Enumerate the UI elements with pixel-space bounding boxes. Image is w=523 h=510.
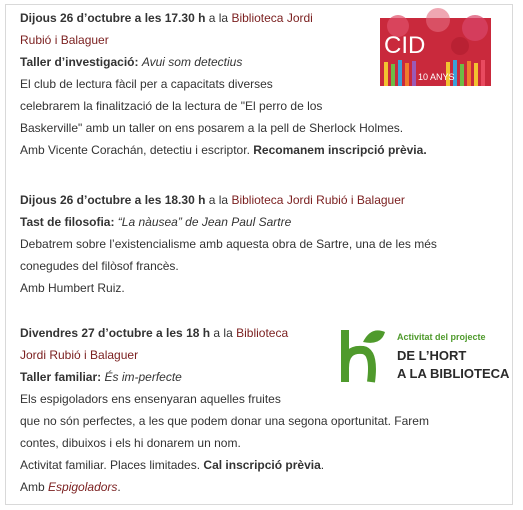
espigoladors-link[interactable]: Espigoladors [48,480,118,494]
hort-title-1: DE L’HORT [397,348,467,363]
venue-link[interactable]: Jordi Rubió i Balaguer [20,348,139,362]
cid-logo-text: CID [384,32,426,59]
registration-note: Cal inscripció prèvia [203,458,321,472]
event-date: Dijous 26 d’octubre a les 18.30 h [20,193,206,207]
event-3: Divendres 27 d’octubre a les 18 h a la Biblioteca Jordi Rubió i Balaguer Taller familiar: És im-perfecte Els espigoladors ens ensenyaran aquelles fruites que no són perfectes, a les que podem donar una segona oportunitat. Farem contes, dibuixos i els hi donarem un nom. Activitat familiar. Places limitades. Cal inscripció prèvia. Amb Espigoladors. [20,322,515,498]
venue-link[interactable]: Biblioteca Jordi Rubió i Balaguer [231,193,405,207]
event-1: Dijous 26 d’octubre a les 17.30 h a la Biblioteca Jordi Rubió i Balaguer Taller d’investigació: Avui som detectius El club de lectura fàcil per a capacitats diverses celebrarem la finalització de la lectura de "El perro de los Baskerville" amb un taller on ens posarem a la pell de Sherlock Holmes. Amb Vicente Corachán, detectiu i escriptor. Recomanem inscripció prèvia. [20,7,515,161]
venue-link[interactable]: Biblioteca Jordi [231,11,313,25]
event-with-line: Amb Espigoladors. [20,480,121,494]
hort-project-logo [341,328,510,384]
event-with-line: Amb Humbert Ruiz. [20,281,125,295]
hort-caption: Activitat del projecte [397,332,486,342]
event-title-line: Taller familiar: És im-perfecte [20,370,182,384]
event-title-line: Taller d’investigació: Avui som detectius [20,55,243,69]
event-2: Dijous 26 d’octubre a les 18.30 h a la Biblioteca Jordi Rubió i Balaguer Tast de filosofia: “La nàusea” de Jean Paul Sartre Debatrem sobre l’existencialisme amb aquesta obra de Sartre, una de les més conegudes del filòsof francès. Amb Humbert Ruiz. [20,189,515,299]
cid-anniversary-text: 10 ANYS [418,72,455,82]
cid-badge-image [380,18,491,86]
event-with-line: Amb Vicente Corachán, detectiu i escriptor. Recomanem inscripció prèvia. [20,143,427,157]
event-closing-line: Activitat familiar. Places limitades. Cal inscripció prèvia. [20,458,325,472]
event-title-line: Tast de filosofia: “La nàusea” de Jean Paul Sartre [20,215,292,229]
event-date: Dijous 26 d’octubre a les 17.30 h [20,11,206,25]
event-2-header: Dijous 26 d’octubre a les 18.30 h a la Biblioteca Jordi Rubió i Balaguer [20,193,405,207]
hort-title-2: A LA BIBLIOTECA [397,366,510,381]
venue-link[interactable]: Biblioteca [236,326,289,340]
event-date: Divendres 27 d’octubre a les 18 h [20,326,211,340]
event-1-header: Dijous 26 d’octubre a les 17.30 h a la Biblioteca Jordi [20,11,313,25]
venue-link[interactable]: Rubió i Balaguer [20,33,109,47]
leaf-icon [363,330,385,343]
registration-note: Recomanem inscripció prèvia. [253,143,427,157]
event-3-header: Divendres 27 d’octubre a les 18 h a la Biblioteca [20,326,289,340]
